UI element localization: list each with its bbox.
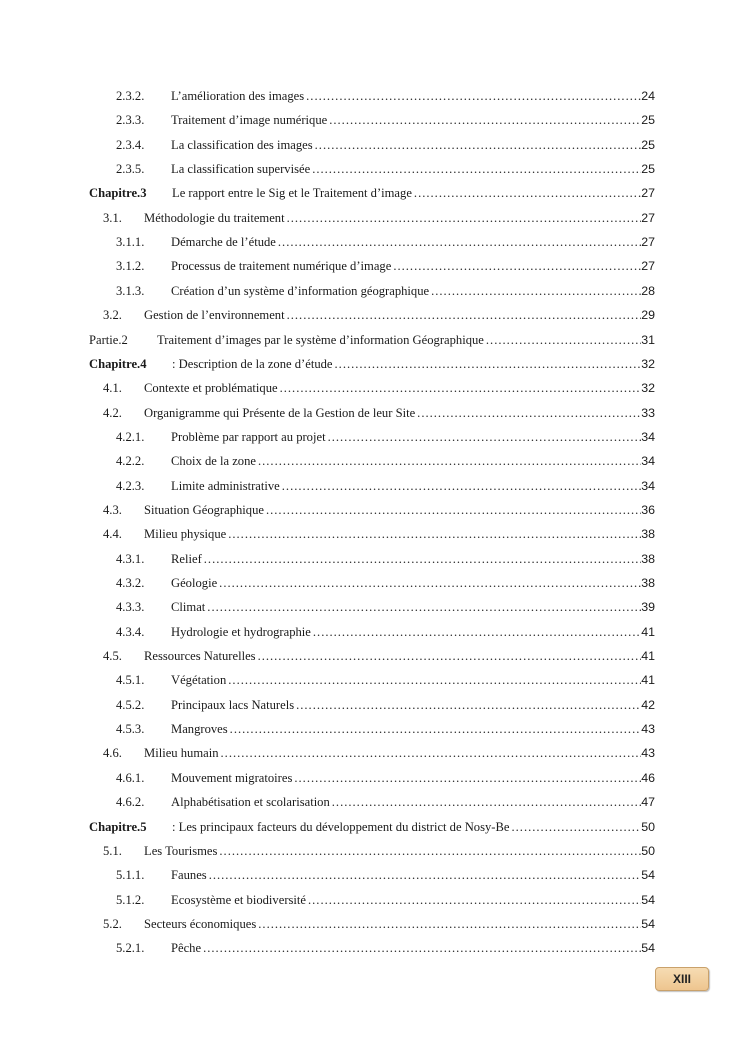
dot-leader bbox=[205, 598, 641, 616]
toc-entry-title: Milieu physique bbox=[144, 527, 227, 542]
dot-leader bbox=[429, 282, 641, 300]
toc-entry-number: 5.2.1. bbox=[116, 941, 145, 956]
dot-leader bbox=[285, 306, 642, 324]
toc-entry-title: Ecosystème et biodiversité bbox=[171, 892, 306, 907]
toc-entry-title: Alphabétisation et scolarisation bbox=[171, 795, 330, 810]
toc-entry-number: 4.4. bbox=[103, 527, 122, 542]
toc-entry-title: La classification des images bbox=[171, 137, 313, 152]
toc-entry[interactable] bbox=[116, 136, 655, 154]
toc-entry[interactable] bbox=[116, 891, 655, 909]
toc-entry-number: 5.1.2. bbox=[116, 892, 145, 907]
toc-entry[interactable] bbox=[103, 379, 655, 397]
toc-entry-page: 29 bbox=[641, 308, 655, 323]
toc-entry-title: La classification supervisée bbox=[171, 162, 311, 177]
toc-entry-page: 34 bbox=[641, 429, 655, 444]
dot-leader bbox=[484, 331, 641, 349]
dot-leader bbox=[294, 696, 641, 714]
toc-entry[interactable] bbox=[116, 282, 655, 300]
toc-entry-number: 3.2. bbox=[103, 308, 122, 323]
toc-entry[interactable] bbox=[116, 160, 655, 178]
toc-entry-title: Principaux lacs Naturels bbox=[171, 697, 295, 712]
toc-entry-page: 36 bbox=[641, 502, 655, 517]
toc-entry-number: Partie.2 bbox=[89, 332, 128, 347]
dot-leader bbox=[219, 744, 642, 762]
toc-entry-page: 41 bbox=[641, 649, 655, 664]
toc-entry-page: 28 bbox=[641, 283, 655, 298]
toc-entry-number: 4.5.1. bbox=[116, 673, 145, 688]
toc-entry-title: Démarche de l’étude bbox=[171, 235, 276, 250]
toc-entry-title: Création d’un système d’information géographique bbox=[171, 283, 430, 298]
toc-entry-number: 4.3. bbox=[103, 502, 122, 517]
toc-entry-page: 32 bbox=[641, 381, 655, 396]
toc-entry-title: Relief bbox=[171, 551, 202, 566]
toc-entry[interactable] bbox=[89, 331, 655, 349]
toc-entry-page: 25 bbox=[641, 162, 655, 177]
toc-entry-page: 27 bbox=[641, 186, 655, 201]
dot-leader bbox=[226, 525, 641, 543]
toc-entry-number: 3.1.2. bbox=[116, 259, 145, 274]
dot-leader bbox=[256, 452, 641, 470]
toc-entry-title: Problème par rapport au projet bbox=[171, 429, 326, 444]
dot-leader bbox=[217, 574, 641, 592]
toc-entry-title: Climat bbox=[171, 600, 206, 615]
toc-entry[interactable] bbox=[116, 939, 655, 957]
toc-entry-number: 2.3.4. bbox=[116, 137, 145, 152]
toc-entry-page: 47 bbox=[641, 795, 655, 810]
toc-entry-number: 4.2.2. bbox=[116, 454, 145, 469]
toc-entry-page: 38 bbox=[641, 527, 655, 542]
toc-entry-title: Géologie bbox=[171, 576, 218, 590]
toc-entry[interactable] bbox=[116, 452, 655, 470]
toc-entry-page: 43 bbox=[641, 722, 655, 737]
toc-entry-number: Chapitre.4 bbox=[89, 356, 147, 371]
dot-leader bbox=[256, 915, 641, 933]
dot-leader bbox=[285, 209, 642, 227]
dot-leader bbox=[202, 550, 641, 568]
toc-entry-number: Chapitre.3 bbox=[89, 186, 147, 201]
toc-entry-page: 33 bbox=[641, 405, 655, 420]
toc-entry-title: Milieu humain bbox=[144, 746, 219, 761]
dot-leader bbox=[264, 501, 641, 519]
toc-entry-number: 3.1.3. bbox=[116, 283, 145, 298]
toc-entry[interactable] bbox=[116, 793, 655, 811]
toc-entry[interactable] bbox=[116, 87, 655, 105]
toc-entry-number: 2.3.5. bbox=[116, 162, 145, 177]
page-number-badge: XIII bbox=[655, 967, 709, 991]
toc-entry-number: 3.1. bbox=[103, 210, 122, 225]
toc-entry-page: 54 bbox=[641, 916, 655, 931]
dot-leader bbox=[226, 671, 641, 689]
dot-leader bbox=[412, 184, 641, 202]
toc-entry-page: 27 bbox=[641, 259, 655, 274]
toc-entry-title: Organigramme qui Présente de la Gestion de leur Site bbox=[144, 405, 416, 420]
toc-entry-title: Traitement d’image numérique bbox=[171, 113, 328, 128]
toc-entry-page: 27 bbox=[641, 235, 655, 250]
toc-entry-number: 4.6. bbox=[103, 746, 122, 761]
toc-entry[interactable] bbox=[116, 111, 655, 129]
toc-entry-title: Contexte et problématique bbox=[144, 381, 278, 396]
toc-entry-page: 41 bbox=[641, 624, 655, 639]
dot-leader bbox=[310, 160, 641, 178]
toc-entry-page: 50 bbox=[641, 843, 655, 858]
toc-entry-page: 43 bbox=[641, 746, 655, 761]
dot-leader bbox=[228, 720, 642, 738]
toc-entry-title: Choix de la zone bbox=[171, 454, 256, 469]
toc-entry[interactable] bbox=[103, 525, 655, 543]
toc-entry-page: 27 bbox=[641, 210, 655, 225]
toc-entry-number: 4.1. bbox=[103, 381, 122, 396]
toc-entry-number: 4.5.3. bbox=[116, 722, 145, 737]
toc-entry[interactable] bbox=[116, 720, 655, 738]
toc-entry[interactable] bbox=[103, 744, 655, 762]
dot-leader bbox=[201, 939, 641, 957]
toc-entry-number: 4.6.1. bbox=[116, 770, 145, 785]
toc-entry-number: Chapitre.5 bbox=[89, 819, 147, 834]
toc-entry-title: Secteurs économiques bbox=[144, 916, 257, 931]
toc-entry-page: 24 bbox=[641, 89, 655, 103]
toc-entry-number: 4.2.3. bbox=[116, 478, 145, 493]
toc-entry[interactable] bbox=[103, 209, 655, 227]
toc-entry-number: 5.2. bbox=[103, 916, 122, 931]
toc-entry[interactable] bbox=[103, 842, 655, 860]
dot-leader bbox=[327, 111, 641, 129]
toc-entry[interactable] bbox=[116, 574, 655, 592]
toc-entry[interactable] bbox=[116, 671, 655, 689]
toc-entry-number: 2.3.3. bbox=[116, 113, 145, 128]
toc-entry[interactable] bbox=[89, 184, 655, 202]
dot-leader bbox=[278, 379, 642, 397]
toc-entry-page: 41 bbox=[641, 673, 655, 688]
dot-leader bbox=[330, 793, 641, 811]
toc-entry-title: Pêche bbox=[171, 941, 202, 956]
toc-entry-page: 25 bbox=[641, 137, 655, 152]
toc-entry-title: Traitement d’images par le système d’information Géographique bbox=[157, 332, 484, 347]
toc-entry-page: 34 bbox=[641, 478, 655, 493]
dot-leader bbox=[304, 87, 641, 105]
toc-entry-page: 50 bbox=[641, 819, 655, 834]
dot-leader bbox=[415, 404, 641, 422]
toc-entry-number: 4.3.1. bbox=[116, 551, 145, 566]
dot-leader bbox=[280, 477, 641, 495]
toc-entry[interactable] bbox=[103, 501, 655, 519]
toc-entry-title: Hydrologie et hydrographie bbox=[171, 624, 311, 639]
dot-leader bbox=[326, 428, 642, 446]
toc-entry-title: Processus de traitement numérique d’image bbox=[171, 259, 392, 274]
dot-leader bbox=[333, 355, 642, 373]
toc-entry-title: : Les principaux facteurs du développement du district de Nosy-Be bbox=[172, 819, 510, 834]
toc-entry-number: 4.3.2. bbox=[116, 576, 145, 590]
toc-entry-title: L’amélioration des images bbox=[171, 89, 305, 103]
toc-entry-title: : Description de la zone d’étude bbox=[172, 356, 333, 371]
dot-leader bbox=[313, 136, 642, 154]
toc-entry[interactable] bbox=[116, 866, 655, 884]
toc-entry-number: 5.1. bbox=[103, 843, 122, 858]
toc-entry-number: 4.5.2. bbox=[116, 697, 145, 712]
toc-entry[interactable] bbox=[103, 647, 655, 665]
toc-entry-title: Situation Géographique bbox=[144, 502, 264, 517]
toc-entry[interactable] bbox=[116, 477, 655, 495]
toc-entry-page: 31 bbox=[641, 332, 655, 347]
toc-entry-page: 42 bbox=[641, 697, 655, 712]
dot-leader bbox=[256, 647, 642, 665]
toc-entry[interactable] bbox=[103, 306, 655, 324]
toc-entry[interactable] bbox=[116, 428, 655, 446]
toc-entry-number: 5.1.1. bbox=[116, 868, 145, 883]
toc-entry[interactable] bbox=[116, 696, 655, 714]
toc-entry-title: Méthodologie du traitement bbox=[144, 210, 285, 225]
toc-entry-page: 39 bbox=[641, 600, 655, 615]
dot-leader bbox=[292, 769, 641, 787]
toc-entry-title: Mangroves bbox=[171, 722, 228, 737]
dot-leader bbox=[311, 623, 641, 641]
toc-entry[interactable] bbox=[116, 550, 655, 568]
toc-entry-page: 25 bbox=[641, 113, 655, 128]
toc-entry-page: 38 bbox=[641, 551, 655, 566]
toc-entry[interactable] bbox=[103, 404, 655, 422]
toc-entry[interactable] bbox=[116, 233, 655, 251]
toc-entry[interactable] bbox=[103, 915, 655, 933]
toc-entry-title: Ressources Naturelles bbox=[144, 649, 256, 664]
toc-entry-number: 4.6.2. bbox=[116, 795, 145, 810]
toc-entry-title: Faunes bbox=[171, 868, 207, 883]
dot-leader bbox=[217, 842, 641, 860]
toc-entry[interactable] bbox=[89, 355, 655, 373]
toc-entry-page: 32 bbox=[641, 356, 655, 371]
toc-entry-page: 54 bbox=[641, 941, 655, 956]
toc-entry-number: 4.3.4. bbox=[116, 624, 145, 639]
toc-entry-title: Le rapport entre le Sig et le Traitement d’image bbox=[172, 186, 412, 201]
toc-entry-page: 38 bbox=[641, 576, 655, 590]
toc-entry-number: 4.2.1. bbox=[116, 429, 145, 444]
toc-entry-number: 3.1.1. bbox=[116, 235, 145, 250]
dot-leader bbox=[391, 257, 641, 275]
toc-entry-title: Végétation bbox=[171, 673, 227, 688]
toc-entry[interactable] bbox=[116, 769, 655, 787]
dot-leader bbox=[276, 233, 641, 251]
dot-leader bbox=[207, 866, 642, 884]
dot-leader bbox=[306, 891, 641, 909]
toc-entry-title: Gestion de l’environnement bbox=[144, 308, 285, 323]
toc-entry-page: 46 bbox=[641, 770, 655, 785]
toc-entry-number: 4.2. bbox=[103, 405, 122, 420]
toc-entry-page: 54 bbox=[641, 892, 655, 907]
toc-entry[interactable] bbox=[116, 598, 655, 616]
toc-entry-title: Limite administrative bbox=[171, 478, 280, 493]
toc-entry[interactable] bbox=[116, 257, 655, 275]
toc-entry-number: 2.3.2. bbox=[116, 89, 145, 103]
toc-entry-title: Mouvement migratoires bbox=[171, 770, 293, 785]
toc-entry[interactable] bbox=[89, 818, 655, 836]
dot-leader bbox=[510, 818, 642, 836]
toc-entry-number: 4.5. bbox=[103, 649, 122, 664]
toc-entry-page: 34 bbox=[641, 454, 655, 469]
toc-entry[interactable] bbox=[116, 623, 655, 641]
toc-entry-title: Les Tourismes bbox=[144, 843, 218, 858]
toc-entry-page: 54 bbox=[641, 868, 655, 883]
toc-entry-number: 4.3.3. bbox=[116, 600, 145, 615]
